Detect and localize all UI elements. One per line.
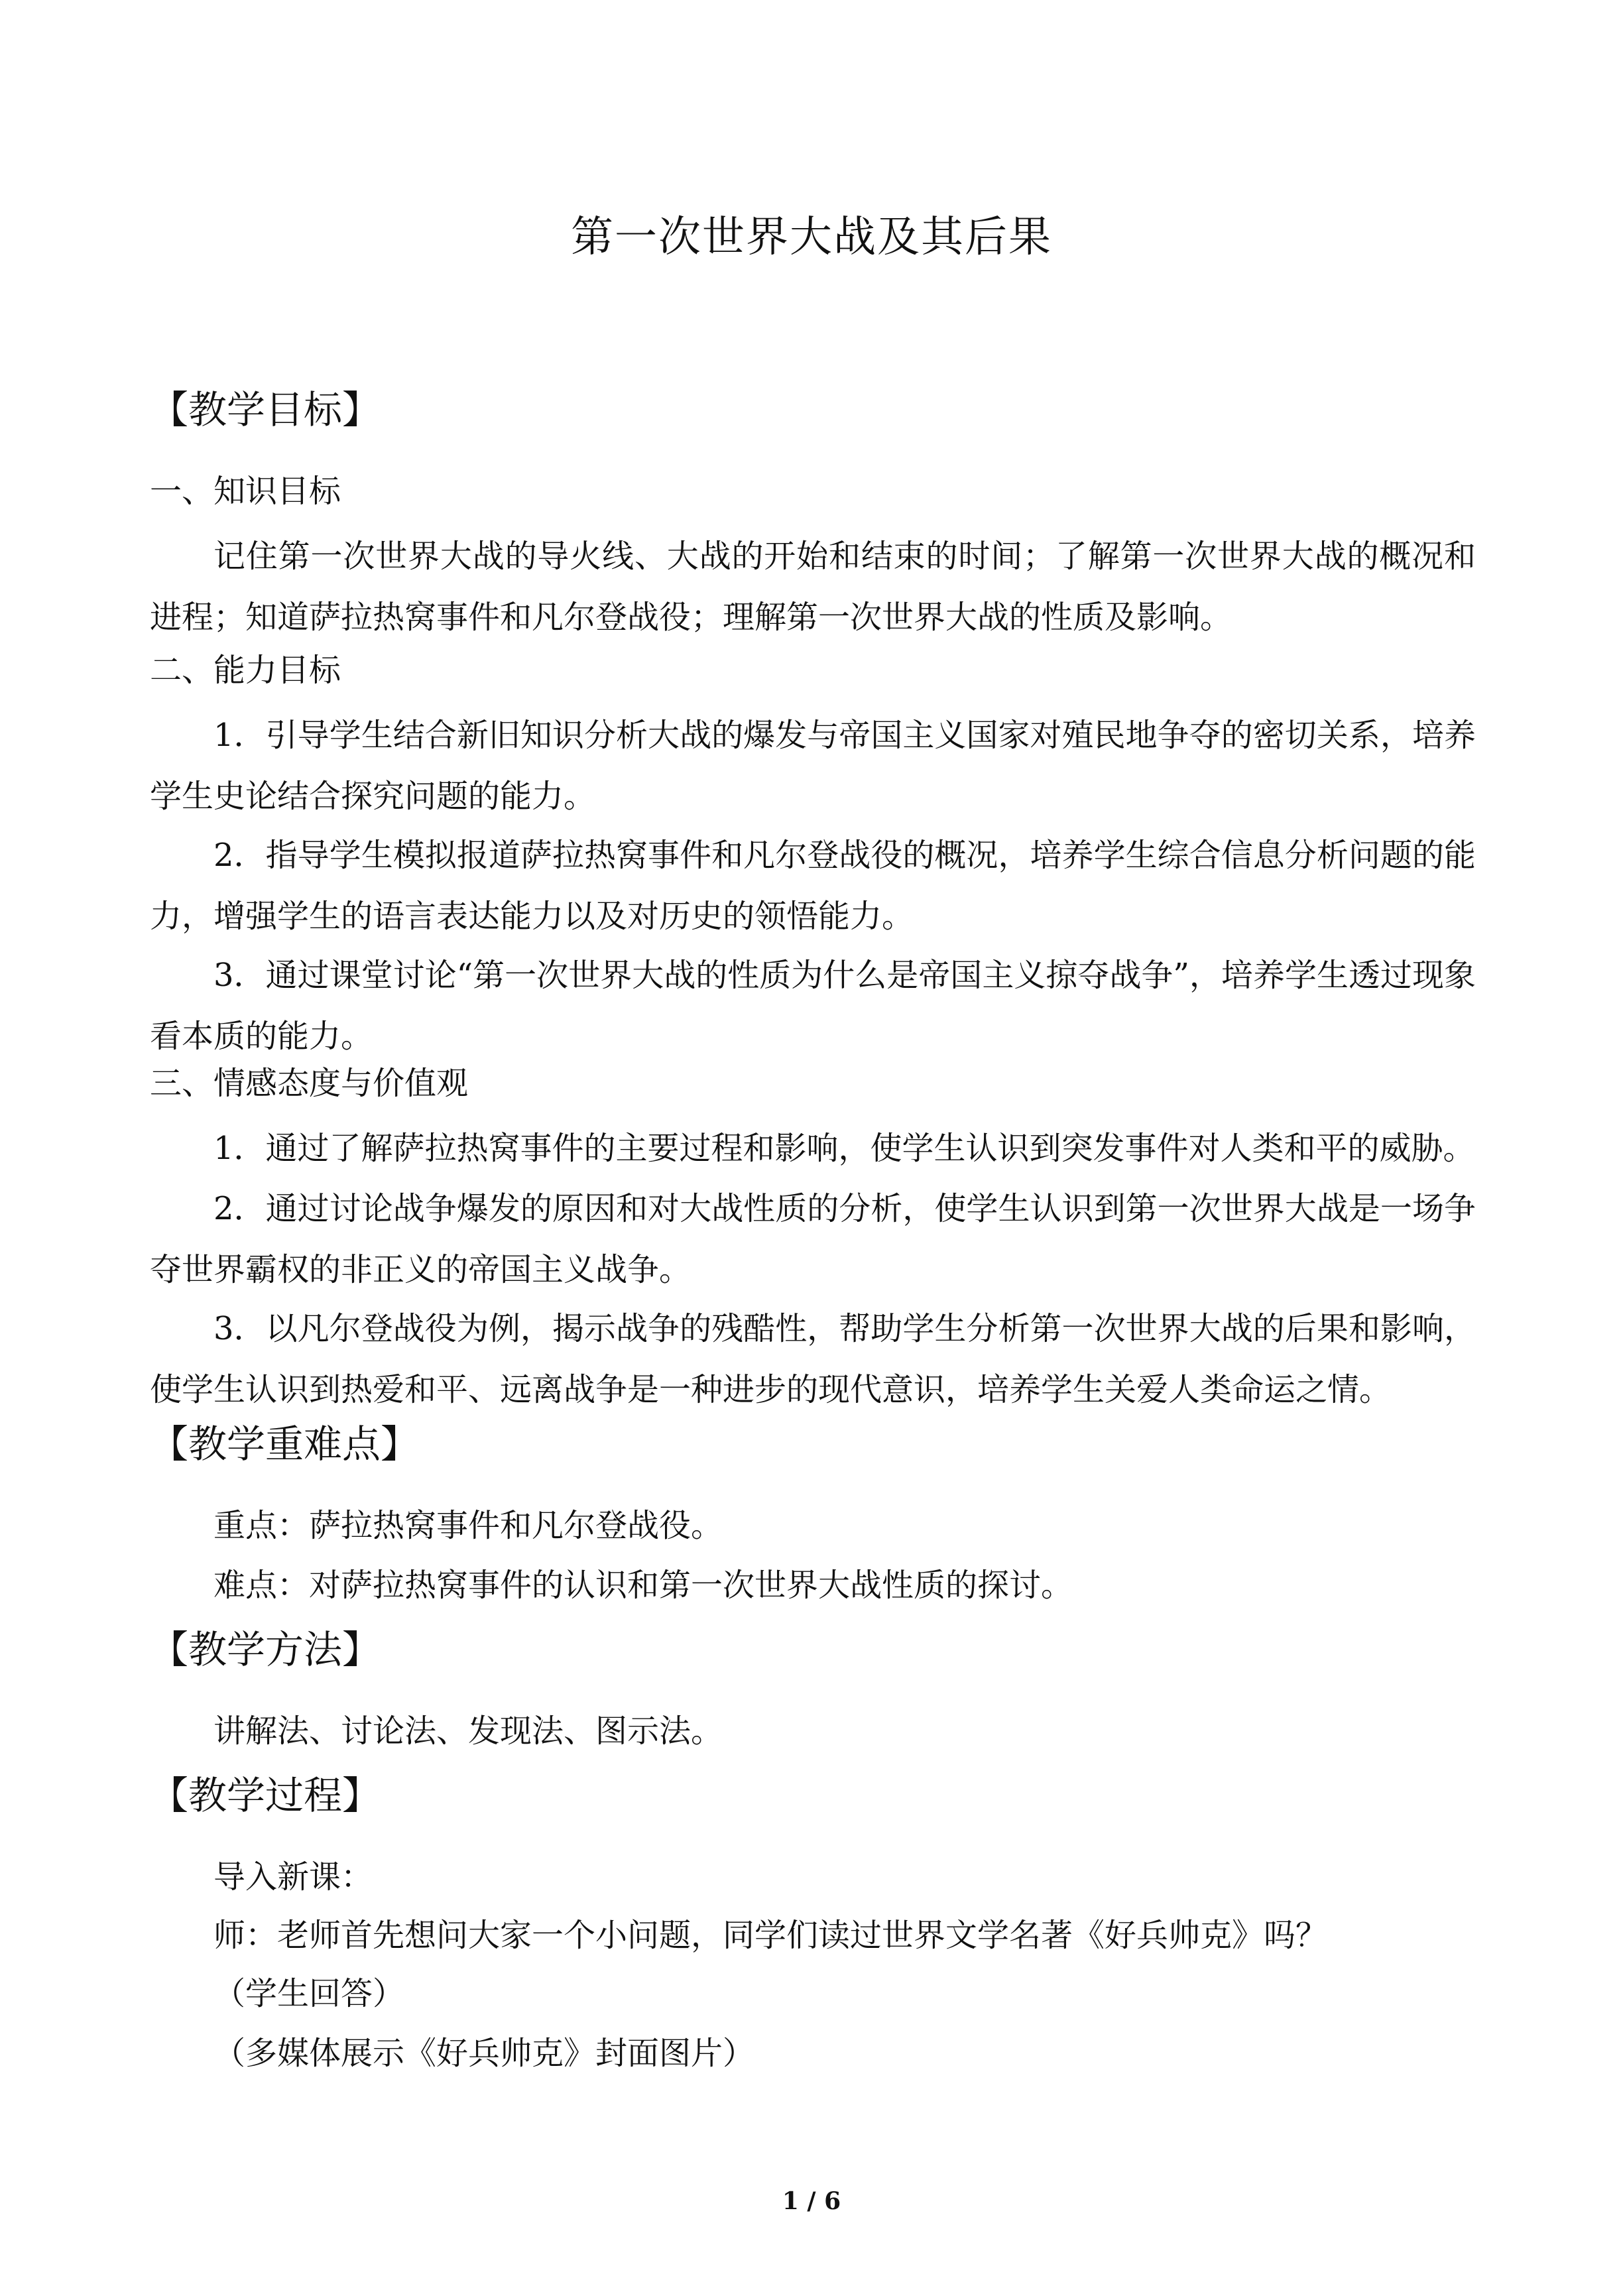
difficult-point-text: 难点：对萨拉热窝事件的认识和第一次世界大战性质的探讨。 bbox=[213, 1567, 1073, 1604]
page-title: 第一次世界大战及其后果 bbox=[571, 213, 1052, 262]
section-heading-key-points: 【教学重难点】 bbox=[150, 1421, 420, 1467]
list-item-values-2: 2．通过讨论战争爆发的原因和对大战性质的分析，使学生认识到第一次世界大战是一场争夺世界霸权的非正义的帝国主义战争。 bbox=[150, 1190, 1476, 1288]
process-line-2: 师：老师首先想问大家一个小问题，同学们读过世界文学名著《好兵帅克》吗？ bbox=[213, 1917, 1328, 1954]
paragraph-knowledge: 记住第一次世界大战的导火线、大战的开始和结束的时间；了解第一次世界大战的概况和进程；知道萨拉热窝事件和凡尔登战役；理解第一次世界大战的性质及影响。 bbox=[150, 538, 1476, 636]
section-heading-methods: 【教学方法】 bbox=[150, 1627, 381, 1672]
subheading-ability: 二、能力目标 bbox=[150, 652, 341, 689]
process-line-1: 导入新课： bbox=[213, 1858, 373, 1896]
methods-text: 讲解法、讨论法、发现法、图示法。 bbox=[213, 1713, 723, 1750]
list-item-ability-2: 2．指导学生模拟报道萨拉热窝事件和凡尔登战役的概况，培养学生综合信息分析问题的能力，增强学生的语言表达能力以及对历史的领悟能力。 bbox=[150, 837, 1476, 935]
subheading-values: 三、情感态度与价值观 bbox=[150, 1065, 469, 1102]
section-heading-objectives: 【教学目标】 bbox=[150, 387, 381, 432]
page-number: 1 / 6 bbox=[782, 2187, 841, 2215]
process-line-3: （学生回答） bbox=[213, 1975, 405, 2012]
list-item-values-3: 3．以凡尔登战役为例，揭示战争的残酷性，帮助学生分析第一次世界大战的后果和影响，使学生认识到热爱和平、远离战争是一种进步的现代意识，培养学生关爱人类命运之情。 bbox=[150, 1310, 1476, 1408]
section-heading-process: 【教学过程】 bbox=[150, 1773, 381, 1818]
key-point-text: 重点：萨拉热窝事件和凡尔登战役。 bbox=[213, 1507, 723, 1544]
list-item-ability-1: 1．引导学生结合新旧知识分析大战的爆发与帝国主义国家对殖民地争夺的密切关系，培养学生史论结合探究问题的能力。 bbox=[150, 717, 1476, 815]
subheading-knowledge: 一、知识目标 bbox=[150, 473, 341, 510]
process-line-4: （多媒体展示《好兵帅克》封面图片） bbox=[213, 2035, 755, 2072]
list-item-ability-3: 3．通过课堂讨论“第一次世界大战的性质为什么是帝国主义掠夺战争”，培养学生透过现象看本质的能力。 bbox=[150, 957, 1476, 1055]
list-item-values-1: 1．通过了解萨拉热窝事件的主要过程和影响，使学生认识到突发事件对人类和平的威胁。 bbox=[213, 1130, 1475, 1167]
